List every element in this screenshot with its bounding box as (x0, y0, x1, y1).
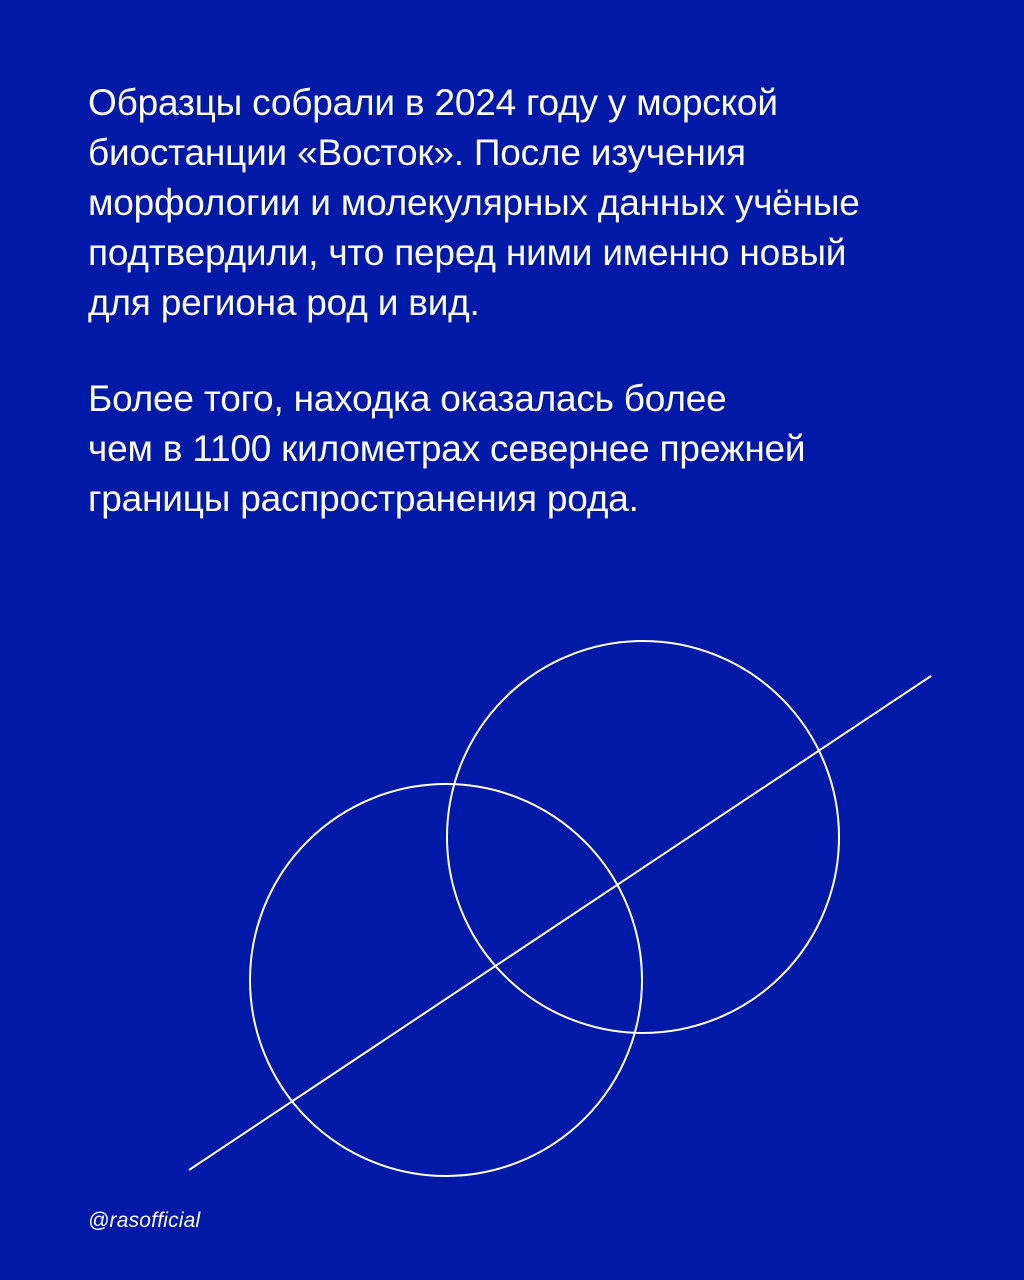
text-line: морфологии и молекулярных данных учёные (88, 182, 860, 223)
text-line: биостанции «Восток». После изучения (88, 132, 746, 173)
paragraph-range (88, 374, 968, 524)
text-line: для региона род и вид. (88, 282, 480, 323)
lower-left-circle (250, 784, 642, 1176)
social-handle: @rasofficial (88, 1209, 201, 1232)
upper-right-circle (447, 641, 839, 1033)
body-text (88, 78, 968, 524)
text-line: подтвердили, что перед ними именно новый (88, 232, 847, 273)
text-line: Образцы собрали в 2024 году у морской (88, 82, 778, 123)
text-line: Более того, находка оказалась более (88, 378, 727, 419)
text-line: границы распространения рода. (88, 478, 639, 519)
diagonal-line (189, 676, 931, 1170)
text-line: чем в 1100 километрах севернее прежней (88, 428, 806, 469)
paragraph-discovery (88, 78, 968, 328)
